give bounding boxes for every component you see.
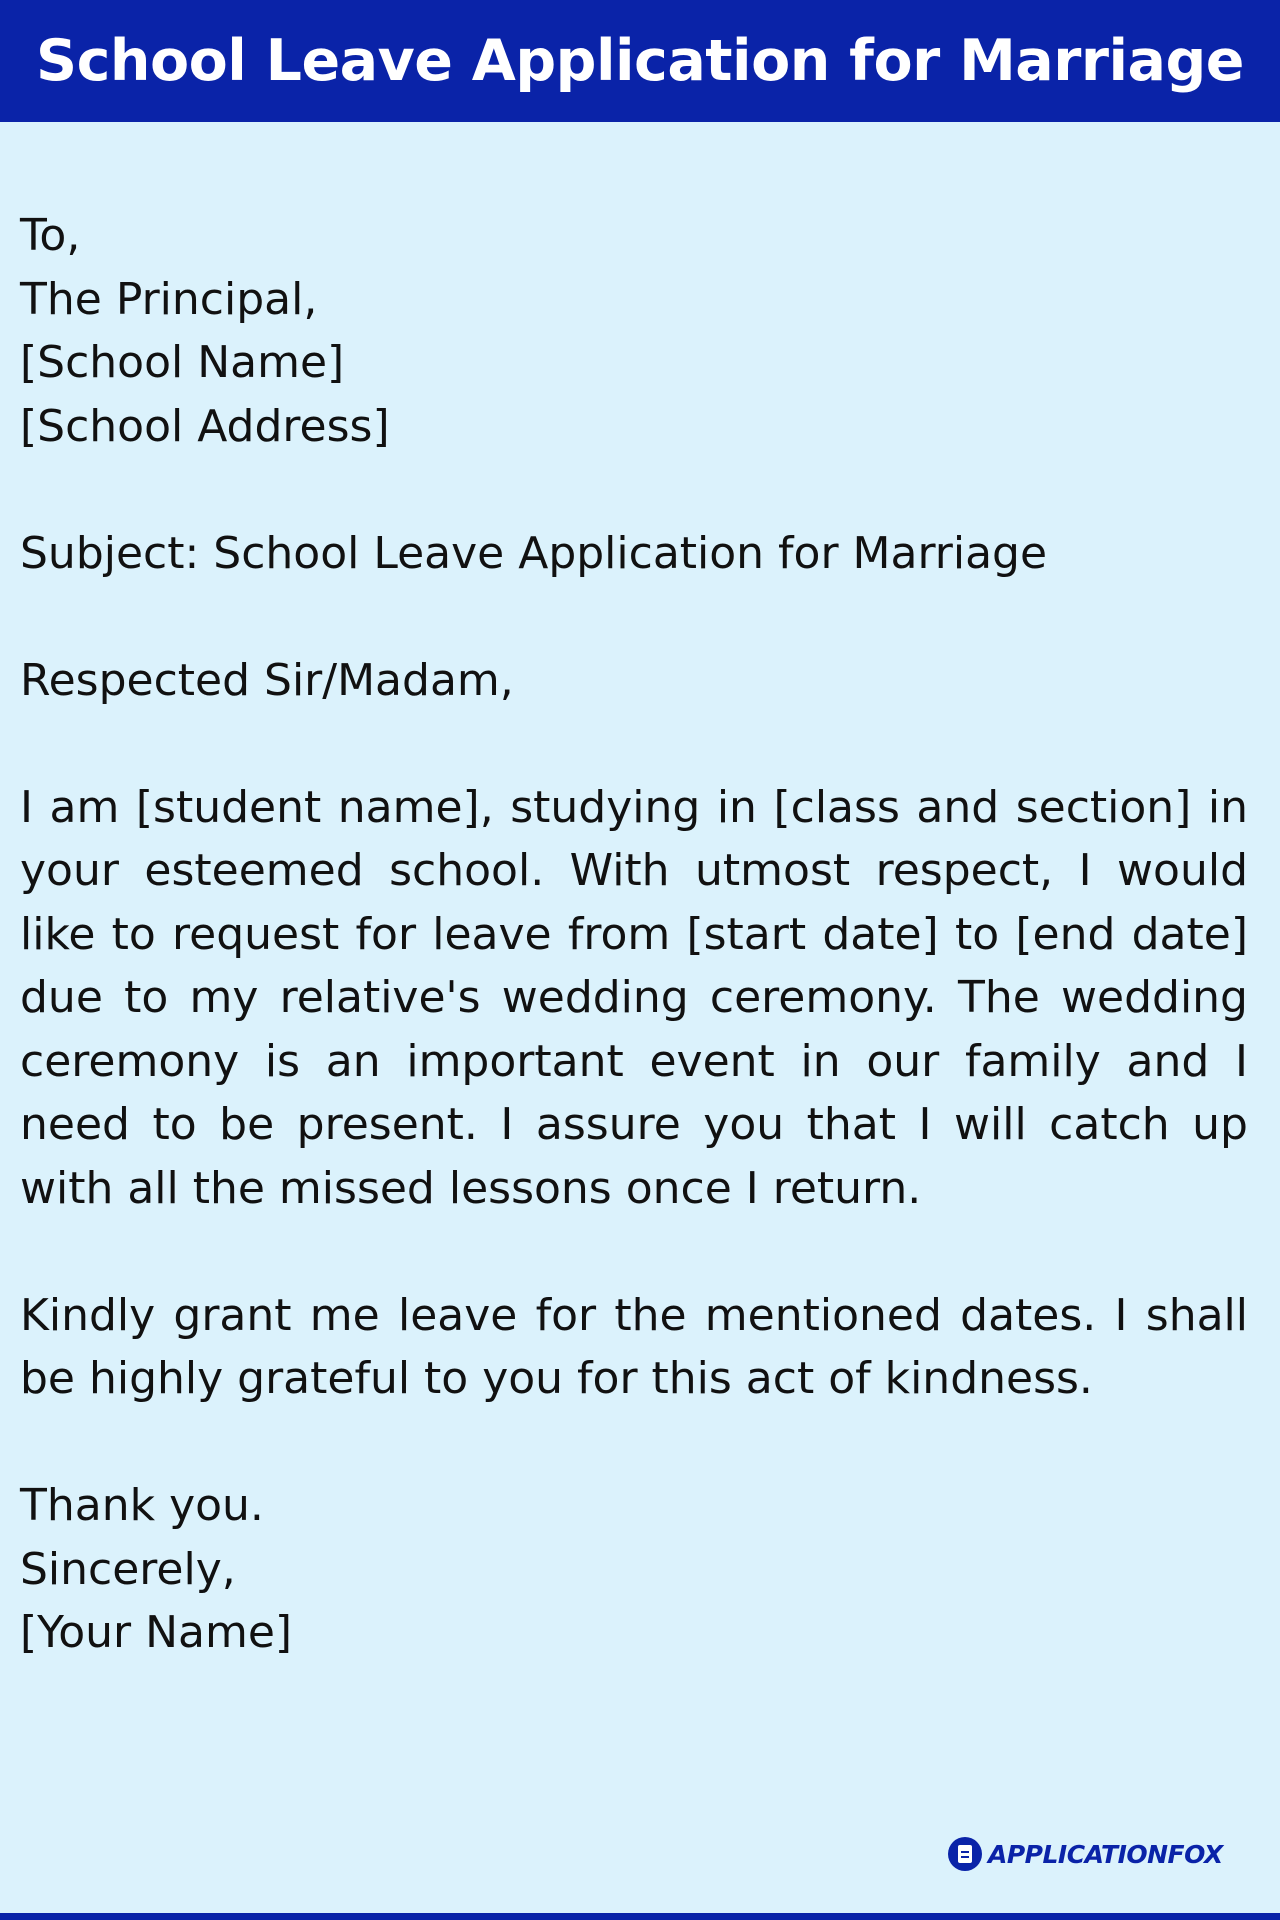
subject-line: Subject: School Leave Application for Marriage xyxy=(20,527,1048,579)
body-paragraph: I am [student name], studying in [class and section] in your esteemed school. With utmost respect, I would like to request for leave from [start date] to [end date] due to my relative's wedding ceremony. The wedding ceremony is an important event in our family and I need to be present. I assure you that I will catch up with all the missed lessons once I return. xyxy=(20,781,1248,1214)
letter-body xyxy=(20,204,1248,1665)
address-line: The Principal, xyxy=(20,273,318,325)
body-paragraph: Kindly grant me leave for the mentioned dates. I shall be highly grateful to you for this act of kindness. xyxy=(20,1289,1248,1404)
closing-block xyxy=(20,1474,1248,1665)
bottom-border xyxy=(0,1913,1280,1920)
logo-text: APPLICATIONFOX xyxy=(988,1839,1223,1869)
header-bar xyxy=(0,0,1280,122)
closing-line: [Your Name] xyxy=(20,1607,293,1658)
page-title: School Leave Application for Marriage xyxy=(36,28,1244,94)
address-line: [School Address] xyxy=(20,400,390,452)
document-icon xyxy=(948,1837,982,1871)
closing-line: Thank you. xyxy=(20,1480,264,1531)
closing-line: Sincerely, xyxy=(20,1543,236,1595)
salutation: Respected Sir/Madam, xyxy=(20,654,514,706)
address-line: [School Name] xyxy=(20,337,345,388)
address-line: To, xyxy=(20,210,81,261)
recipient-address xyxy=(20,204,1248,458)
applicationfox-logo xyxy=(948,1837,1223,1871)
